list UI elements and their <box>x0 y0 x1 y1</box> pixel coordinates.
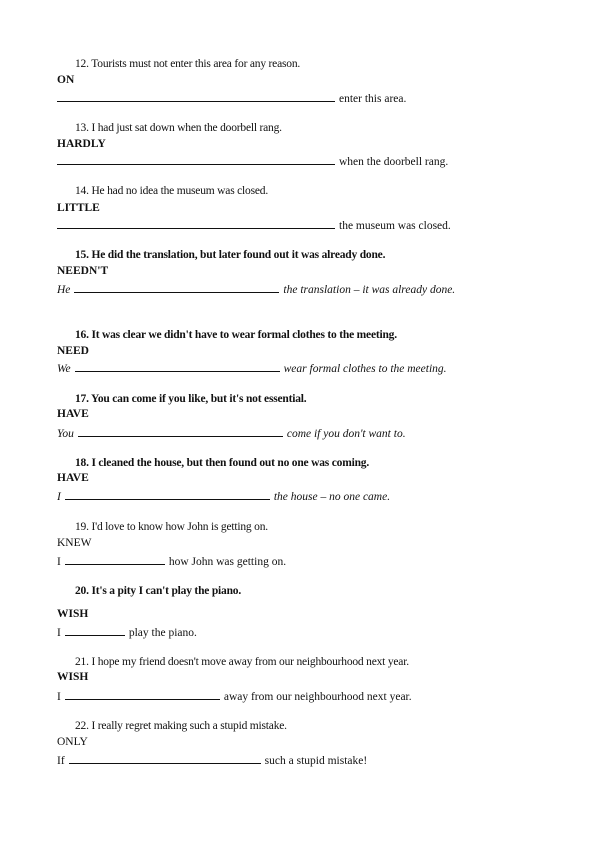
answer-prefix: You <box>57 428 74 440</box>
answer-blank[interactable] <box>65 624 125 636</box>
question-prompt: 20. It's a pity I can't play the piano. <box>75 585 242 597</box>
answer-prefix: He <box>57 284 71 296</box>
answer-blank[interactable] <box>65 553 165 565</box>
answer-prefix: I <box>57 627 61 639</box>
keyword: NEED <box>57 345 89 357</box>
answer-blank[interactable] <box>65 488 270 500</box>
keyword: ON <box>57 74 75 86</box>
answer-line <box>57 360 447 375</box>
answer-blank[interactable] <box>78 425 283 437</box>
question-prompt: 15. He did the translation, but later found out it was already done. <box>75 249 386 261</box>
keyword: KNEW <box>57 537 92 549</box>
answer-suffix: the house – no one came. <box>273 491 391 503</box>
answer-suffix: enter this area. <box>339 93 407 105</box>
answer-line <box>57 217 451 232</box>
answer-prefix: I <box>57 556 61 568</box>
answer-prefix: I <box>57 691 61 703</box>
answer-suffix: how John was getting on. <box>168 556 287 568</box>
keyword: HARDLY <box>57 138 106 150</box>
question-prompt: 18. I cleaned the house, but then found out no one was coming. <box>75 457 369 469</box>
answer-suffix: come if you don't want to. <box>286 428 406 440</box>
question-prompt: 22. I really regret making such a stupid mistake. <box>75 720 287 732</box>
answer-suffix: such a stupid mistake! <box>264 755 368 767</box>
answer-suffix: the translation – it was already done. <box>283 284 456 296</box>
keyword: LITTLE <box>57 202 100 214</box>
answer-suffix: wear formal clothes to the meeting. <box>283 363 447 375</box>
answer-prefix: If <box>57 755 65 767</box>
answer-suffix: when the doorbell rang. <box>339 156 449 168</box>
keyword: HAVE <box>57 472 89 484</box>
question-prompt: 17. You can come if you like, but it's not essential. <box>75 393 307 405</box>
question-prompt: 12. Tourists must not enter this area for any reason. <box>75 58 301 70</box>
question-prompt: 21. I hope my friend doesn't move away from our neighbourhood next year. <box>75 656 409 668</box>
keyword: ONLY <box>57 736 88 748</box>
question-prompt: 14. He had no idea the museum was closed. <box>75 185 268 197</box>
answer-blank[interactable] <box>65 688 220 700</box>
answer-line <box>57 90 406 105</box>
keyword: NEEDN'T <box>57 265 109 277</box>
question-prompt: 19. I'd love to know how John is getting on. <box>75 521 268 533</box>
answer-prefix: We <box>57 363 71 375</box>
answer-suffix: away from our neighbourhood next year. <box>223 691 412 703</box>
answer-line <box>57 425 406 440</box>
keyword: WISH <box>57 608 89 620</box>
answer-blank[interactable] <box>57 90 335 102</box>
answer-line <box>57 153 448 168</box>
answer-blank[interactable] <box>69 752 261 764</box>
answer-blank[interactable] <box>74 281 279 293</box>
answer-blank[interactable] <box>75 360 280 372</box>
answer-blank[interactable] <box>57 153 335 165</box>
answer-line <box>57 488 390 503</box>
keyword: HAVE <box>57 408 89 420</box>
answer-line <box>57 752 367 767</box>
answer-line <box>57 688 412 703</box>
answer-suffix: the museum was closed. <box>339 220 451 232</box>
keyword: WISH <box>57 671 89 683</box>
question-prompt: 13. I had just sat down when the doorbell rang. <box>75 122 282 134</box>
answer-line <box>57 281 455 296</box>
answer-suffix: play the piano. <box>128 627 197 639</box>
question-prompt: 16. It was clear we didn't have to wear formal clothes to the meeting. <box>75 329 397 341</box>
answer-prefix: I <box>57 491 61 503</box>
answer-line <box>57 553 286 568</box>
answer-blank[interactable] <box>57 217 335 229</box>
answer-line <box>57 624 197 639</box>
